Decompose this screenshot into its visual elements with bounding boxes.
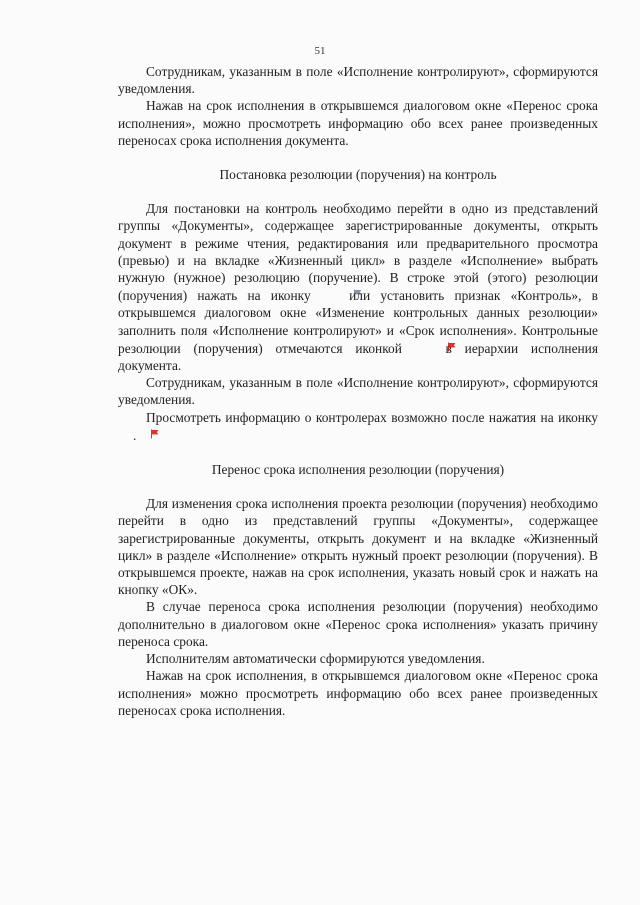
paragraph-text: в иерархии исполнения документа. <box>118 340 598 374</box>
red-flag-icon <box>122 426 132 436</box>
document-body <box>118 63 598 719</box>
paragraph-text: Просмотреть информацию о контролерах возможно после нажатия на иконку <box>146 409 598 425</box>
paragraph: Нажав на срок исполнения в открывшемся диалоговом окне «Перенос срока исполнения», можно просмотреть информацию обо всех ранее произведенных переносах срока исполнения документа. <box>118 98 598 148</box>
paragraph: Сотрудникам, указанным в поле «Исполнение контролируют», сформируются уведомления. <box>118 375 598 408</box>
paragraph: Сотрудникам, указанным в поле «Исполнение контролируют», сформируются уведомления. <box>118 64 598 97</box>
paragraph-text: или установить признак «Контроль», в открывшемся диалоговом окне «Изменение контрольных данных резолюции» заполнить поля «Исполнение контролируют» и «Срок исполнения». Контрольные резолюции (поручения) отмечаются иконкой <box>118 288 598 356</box>
paragraph: Для изменения срока исполнения проекта резолюции (поручения) необходимо перейти в одно из представлений группы «Документы», содержащее зарегистрированные документы, открыть документ и на вкладке «Жизненный цикл» в разделе «Исполнение» открыть нужный проект резолюции (поручения). В открывшемся проекте, нажав на срок исполнения, указать новый срок и нажать на кнопку «ОК». <box>118 496 598 598</box>
page-number: 51 <box>314 45 326 57</box>
paragraph: Исполнителям автоматически сформируются уведомления. <box>146 651 485 667</box>
paragraph: Нажав на срок исполнения, в открывшемся диалоговом окне «Перенос срока исполнения» можно просмотреть информацию обо всех ранее произведенных переносах срока исполнения. <box>118 668 598 718</box>
paragraph-text: Для постановки на контроль необходимо перейти в одно из представлений группы «Документы», содержащее зарегистрированные документы, открыть документ в режиме чтения, редактирования или предварительного просмотра (превью) и на вкладке «Жизненный цикл» в разделе «Исполнение» выбрать нужную (нужное) резолюцию (поручение). В строке этой (этого) резолюции (поручения) нажать на иконку <box>118 201 598 304</box>
paragraph <box>118 409 598 444</box>
paragraph: В случае переноса срока исполнения резолюции (поручения) необходимо дополнительно в диалоговом окне «Перенос срока исполнения» указать причину переноса срока. <box>118 599 598 649</box>
paragraph <box>118 200 598 374</box>
paragraph-text: . <box>133 427 137 443</box>
section-heading: Перенос срока исполнения резолюции (поручения) <box>211 462 505 478</box>
grey-flag-icon <box>325 286 335 296</box>
red-flag-icon <box>419 339 429 349</box>
section-heading: Постановка резолюции (поручения) на контроль <box>219 167 497 183</box>
